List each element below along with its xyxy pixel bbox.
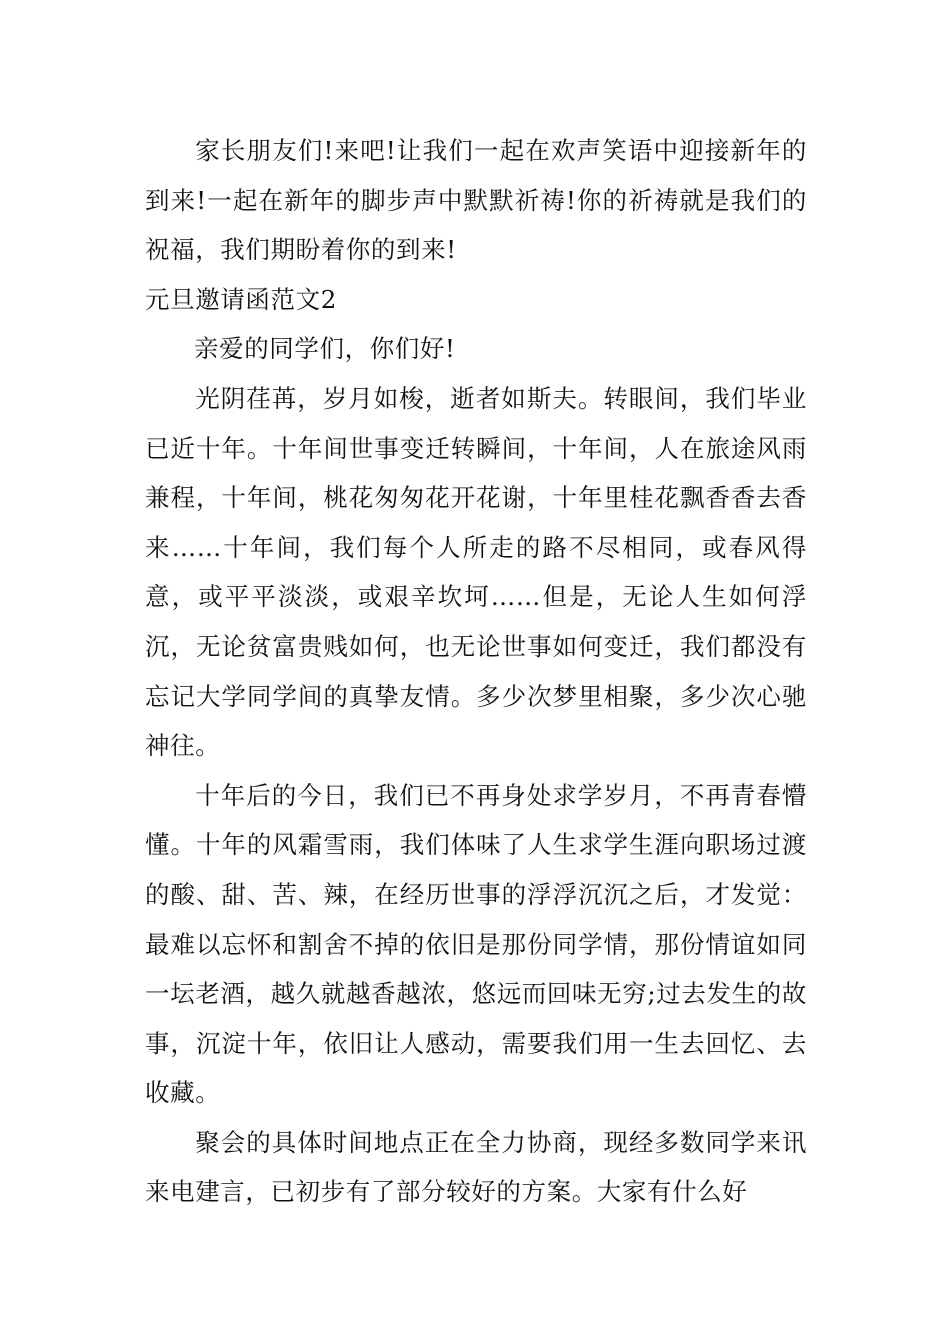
salutation: 亲爱的同学们，你们好! xyxy=(194,334,456,364)
paragraph-parents-invitation: 家长朋友们!来吧!让我们一起在欢声笑语中迎接新年的到来!一起在新年的脚步声中默默祈祷!你的祈祷就是我们的祝福，我们期盼着你的到来! xyxy=(145,136,807,265)
document-body xyxy=(145,126,807,1217)
paragraph-ten-years: 光阴荏苒，岁月如梭，逝者如斯夫。转眼间，我们毕业已近十年。十年间世事变迁转瞬间，十年间，人在旅途风雨兼程，十年间，桃花匆匆花开花谢，十年里桂花飘香香去香来……十年间，我们每个人所走的路不尽相同，或春风得意，或平平淡淡，或艰辛坎坷……但是，无论人生如何浮沉，无论贫富贵贱如何，也无论世事如何变迁，我们都没有忘记大学同学间的真挚友情。多少次梦里相聚，多少次心驰神往。 xyxy=(145,383,807,761)
paragraph-today: 十年后的今日，我们已不再身处求学岁月，不再青春懵懂。十年的风霜雪雨，我们体味了人生求学生涯向职场过渡的酸、甜、苦、辣，在经历世事的浮浮沉沉之后，才发觉：最难以忘怀和割舍不掉的依旧是那份同学情，那份情谊如同一坛老酒，越久就越香越浓，悠远而回味无穷;过去发生的故事，沉淀十年，依旧让人感动，需要我们用一生去回忆、去收藏。 xyxy=(145,780,807,1108)
paragraph-reunion-plan: 聚会的具体时间地点正在全力协商，现经多数同学来讯来电建言，已初步有了部分较好的方案。大家有什么好 xyxy=(145,1127,807,1207)
section-heading: 元旦邀请函范文2 xyxy=(145,284,337,314)
